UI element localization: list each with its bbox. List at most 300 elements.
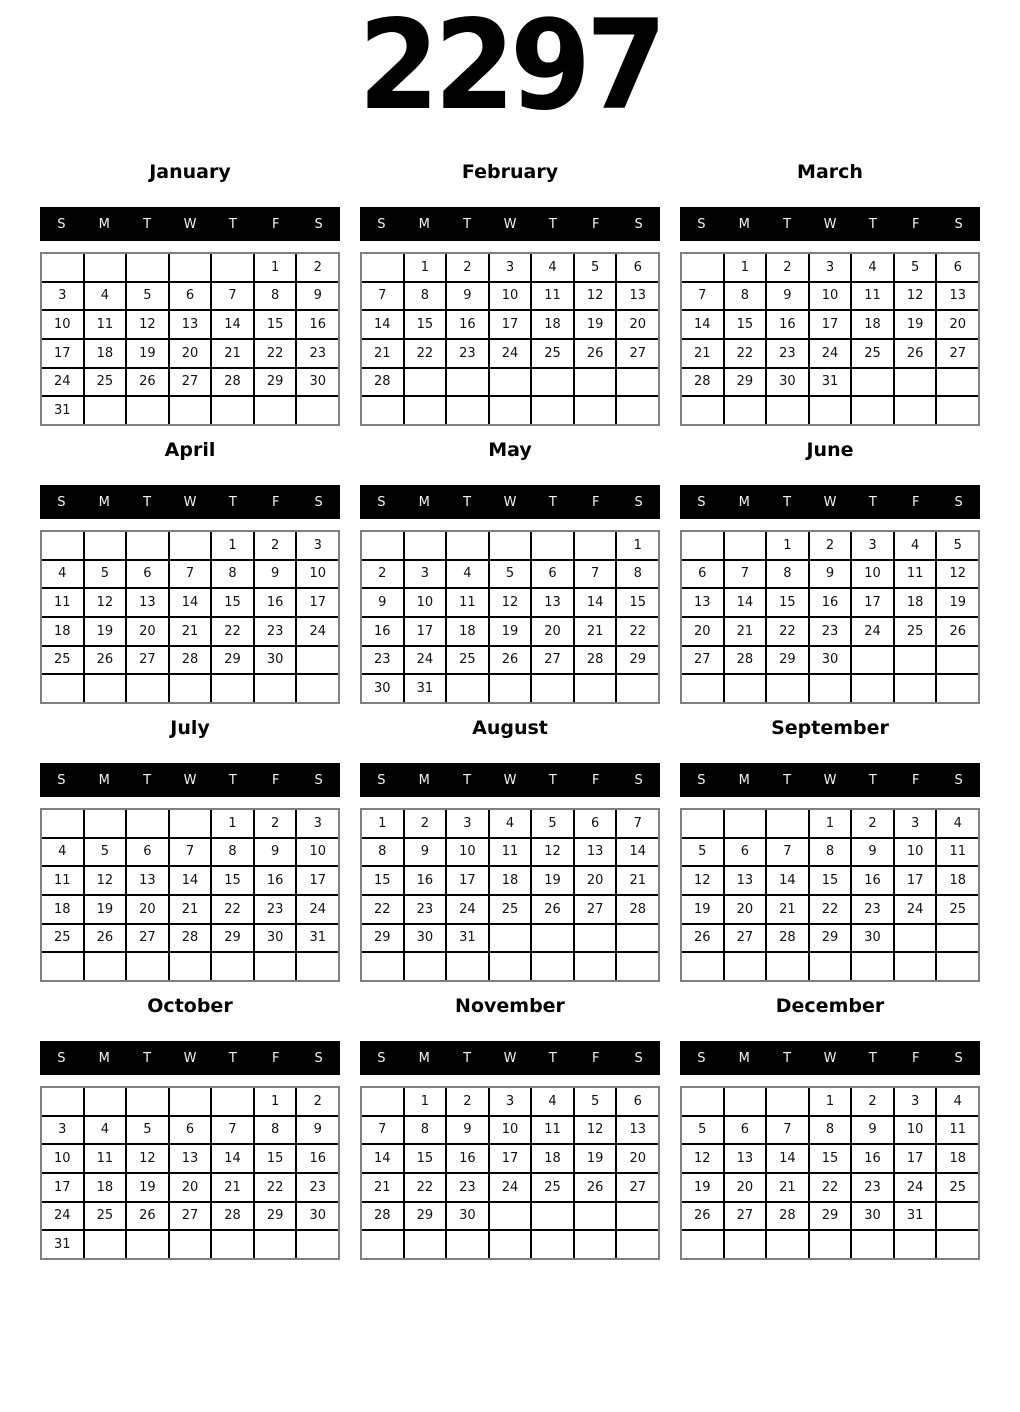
day-cell: 10 (810, 283, 851, 310)
day-cell: 22 (362, 896, 403, 923)
month-title: June (806, 439, 854, 461)
day-cell-empty (490, 369, 531, 396)
day-cell: 21 (170, 618, 211, 645)
day-grid (680, 808, 980, 982)
day-cell: 29 (810, 925, 851, 952)
day-cell: 21 (682, 340, 723, 367)
weekday-label: M (418, 772, 430, 788)
day-cell: 27 (682, 647, 723, 674)
day-cell-empty (895, 397, 936, 424)
day-cell: 2 (767, 254, 808, 281)
weekday-label: T (548, 494, 557, 510)
day-cell-empty (170, 675, 211, 702)
month-title: January (149, 161, 231, 183)
month-block-march (680, 160, 980, 430)
day-cell-empty (127, 397, 168, 424)
day-cell: 22 (810, 1174, 851, 1201)
day-cell-empty (810, 675, 851, 702)
day-cell-empty (42, 532, 83, 559)
month-title: May (488, 439, 532, 461)
day-cell: 20 (127, 896, 168, 923)
day-cell: 16 (255, 589, 296, 616)
month-title: October (147, 995, 233, 1017)
day-cell: 3 (810, 254, 851, 281)
weekday-label: S (377, 494, 386, 510)
day-cell-empty (532, 532, 573, 559)
day-cell: 4 (447, 561, 488, 588)
month-block-august (360, 716, 660, 986)
day-cell: 3 (297, 810, 338, 837)
day-cell: 11 (532, 1117, 573, 1144)
day-cell: 9 (447, 283, 488, 310)
day-cell: 4 (852, 254, 893, 281)
day-cell: 30 (297, 1203, 338, 1230)
weekday-label: T (228, 1050, 237, 1066)
day-cell-empty (682, 1231, 723, 1258)
day-cell-empty (575, 369, 616, 396)
day-cell: 25 (42, 925, 83, 952)
weekday-header (360, 485, 660, 519)
day-cell: 18 (447, 618, 488, 645)
day-cell: 24 (42, 1203, 83, 1230)
day-cell-empty (297, 647, 338, 674)
month-title: April (164, 439, 216, 461)
day-cell: 24 (490, 1174, 531, 1201)
day-cell: 22 (255, 340, 296, 367)
weekday-label: T (548, 1050, 557, 1066)
day-cell: 17 (895, 1145, 936, 1172)
day-cell: 5 (682, 839, 723, 866)
day-cell-empty (767, 675, 808, 702)
day-cell: 11 (85, 311, 126, 338)
day-cell: 10 (852, 561, 893, 588)
day-cell: 6 (682, 561, 723, 588)
weekday-label: F (591, 494, 600, 510)
weekday-header (40, 485, 340, 519)
month-block-june (680, 438, 980, 708)
year-title: 2297 (358, 0, 662, 138)
day-cell: 7 (170, 561, 211, 588)
weekday-label: M (98, 216, 110, 232)
day-cell-empty (895, 675, 936, 702)
day-cell: 13 (170, 311, 211, 338)
day-cell-empty (725, 1231, 766, 1258)
weekday-label: S (697, 1050, 706, 1066)
day-cell: 11 (852, 283, 893, 310)
day-cell-empty (682, 397, 723, 424)
day-cell: 2 (297, 1088, 338, 1115)
day-cell: 5 (85, 839, 126, 866)
day-cell-empty (362, 532, 403, 559)
day-cell: 2 (255, 810, 296, 837)
weekday-label: T (783, 1050, 792, 1066)
day-cell: 5 (895, 254, 936, 281)
day-cell: 7 (617, 810, 658, 837)
weekday-label: S (314, 216, 323, 232)
month-block-july (40, 716, 340, 986)
day-cell: 13 (170, 1145, 211, 1172)
day-cell: 26 (937, 618, 978, 645)
weekday-header (40, 763, 340, 797)
day-cell: 7 (575, 561, 616, 588)
day-cell: 1 (725, 254, 766, 281)
day-cell-empty (170, 953, 211, 980)
day-cell-empty (895, 925, 936, 952)
day-cell: 22 (767, 618, 808, 645)
day-cell: 7 (212, 1117, 253, 1144)
day-cell: 23 (810, 618, 851, 645)
day-cell-empty (127, 532, 168, 559)
day-cell: 3 (405, 561, 446, 588)
day-cell-empty (767, 810, 808, 837)
day-cell: 13 (937, 283, 978, 310)
day-cell: 15 (405, 311, 446, 338)
weekday-label: W (503, 494, 517, 510)
day-cell-empty (725, 397, 766, 424)
day-cell: 29 (255, 1203, 296, 1230)
day-cell: 25 (895, 618, 936, 645)
day-cell: 14 (212, 1145, 253, 1172)
day-cell: 6 (532, 561, 573, 588)
day-cell: 17 (447, 867, 488, 894)
day-cell: 27 (725, 925, 766, 952)
day-cell: 26 (575, 340, 616, 367)
weekday-label: S (57, 216, 66, 232)
day-cell-empty (852, 397, 893, 424)
day-cell: 11 (42, 867, 83, 894)
day-cell: 7 (682, 283, 723, 310)
day-cell: 11 (532, 283, 573, 310)
day-cell: 23 (297, 1174, 338, 1201)
day-cell: 27 (532, 647, 573, 674)
day-cell-empty (725, 532, 766, 559)
day-cell: 12 (937, 561, 978, 588)
day-cell-empty (127, 1088, 168, 1115)
weekday-label: T (783, 772, 792, 788)
day-cell: 3 (895, 810, 936, 837)
day-cell: 30 (447, 1203, 488, 1230)
month-title: September (771, 717, 889, 739)
day-cell-empty (617, 1231, 658, 1258)
day-cell: 13 (725, 1145, 766, 1172)
day-cell: 16 (447, 311, 488, 338)
weekday-label: S (634, 1050, 643, 1066)
day-cell: 5 (85, 561, 126, 588)
day-cell: 27 (617, 340, 658, 367)
day-grid (360, 530, 660, 704)
day-cell-empty (532, 397, 573, 424)
day-cell: 1 (212, 532, 253, 559)
weekday-label: W (823, 494, 837, 510)
day-cell-empty (255, 953, 296, 980)
day-cell: 18 (532, 1145, 573, 1172)
weekday-label: W (823, 772, 837, 788)
weekday-label: S (314, 494, 323, 510)
day-cell: 21 (617, 867, 658, 894)
day-cell: 14 (682, 311, 723, 338)
day-cell: 26 (682, 925, 723, 952)
day-cell-empty (447, 953, 488, 980)
weekday-label: S (634, 494, 643, 510)
weekday-label: T (463, 1050, 472, 1066)
weekday-label: T (548, 772, 557, 788)
day-cell: 28 (617, 896, 658, 923)
day-cell: 26 (127, 1203, 168, 1230)
day-cell: 4 (85, 283, 126, 310)
day-cell: 9 (767, 283, 808, 310)
day-cell: 19 (85, 618, 126, 645)
day-cell-empty (895, 369, 936, 396)
day-cell: 16 (810, 589, 851, 616)
day-cell-empty (937, 953, 978, 980)
day-cell-empty (170, 810, 211, 837)
day-cell: 8 (255, 283, 296, 310)
day-cell: 17 (852, 589, 893, 616)
day-cell: 14 (725, 589, 766, 616)
day-grid (360, 252, 660, 426)
day-cell: 5 (682, 1117, 723, 1144)
day-cell-empty (85, 1088, 126, 1115)
day-cell: 25 (937, 896, 978, 923)
day-cell: 29 (405, 1203, 446, 1230)
weekday-label: M (738, 772, 750, 788)
day-cell: 4 (895, 532, 936, 559)
month-title: August (472, 717, 548, 739)
day-cell-empty (255, 397, 296, 424)
weekday-label: M (418, 1050, 430, 1066)
day-cell-empty (767, 397, 808, 424)
day-cell: 12 (895, 283, 936, 310)
weekday-label: S (697, 772, 706, 788)
day-cell-empty (170, 532, 211, 559)
day-cell: 6 (170, 1117, 211, 1144)
day-cell: 18 (532, 311, 573, 338)
day-cell-empty (937, 1231, 978, 1258)
day-cell: 1 (405, 1088, 446, 1115)
day-cell: 17 (297, 589, 338, 616)
day-cell: 12 (682, 867, 723, 894)
weekday-label: T (143, 216, 152, 232)
day-cell: 9 (852, 839, 893, 866)
day-cell-empty (725, 810, 766, 837)
day-cell: 9 (255, 561, 296, 588)
day-cell: 10 (297, 839, 338, 866)
day-cell-empty (532, 1203, 573, 1230)
day-cell-empty (362, 1088, 403, 1115)
day-cell: 21 (170, 896, 211, 923)
day-cell: 9 (447, 1117, 488, 1144)
day-cell-empty (490, 397, 531, 424)
day-cell-empty (255, 1231, 296, 1258)
day-cell: 18 (895, 589, 936, 616)
day-cell-empty (170, 1231, 211, 1258)
day-cell-empty (682, 953, 723, 980)
day-cell: 4 (85, 1117, 126, 1144)
day-cell: 10 (490, 283, 531, 310)
weekday-label: S (634, 772, 643, 788)
day-cell-empty (617, 953, 658, 980)
day-cell: 20 (170, 340, 211, 367)
day-cell: 5 (127, 283, 168, 310)
day-cell: 27 (170, 1203, 211, 1230)
day-cell-empty (852, 953, 893, 980)
day-cell: 6 (127, 839, 168, 866)
day-cell-empty (852, 675, 893, 702)
weekday-label: M (738, 494, 750, 510)
day-cell: 3 (297, 532, 338, 559)
day-cell: 11 (895, 561, 936, 588)
day-cell: 20 (725, 896, 766, 923)
weekday-header (40, 207, 340, 241)
day-cell-empty (937, 925, 978, 952)
day-cell: 1 (255, 1088, 296, 1115)
day-cell: 20 (532, 618, 573, 645)
day-cell: 28 (767, 925, 808, 952)
weekday-label: T (143, 772, 152, 788)
weekday-label: W (823, 1050, 837, 1066)
day-cell: 28 (682, 369, 723, 396)
day-cell: 25 (85, 1203, 126, 1230)
day-cell: 24 (297, 896, 338, 923)
day-cell-empty (405, 1231, 446, 1258)
day-cell-empty (682, 532, 723, 559)
weekday-label: S (377, 216, 386, 232)
day-cell: 31 (810, 369, 851, 396)
day-cell: 25 (85, 369, 126, 396)
day-cell: 12 (575, 1117, 616, 1144)
day-cell: 14 (617, 839, 658, 866)
weekday-label: S (954, 216, 963, 232)
day-cell: 23 (852, 1174, 893, 1201)
day-cell: 4 (490, 810, 531, 837)
day-cell-empty (617, 925, 658, 952)
day-cell: 14 (767, 867, 808, 894)
day-cell: 4 (532, 1088, 573, 1115)
weekday-label: W (503, 216, 517, 232)
day-cell: 15 (362, 867, 403, 894)
day-cell: 6 (127, 561, 168, 588)
day-cell: 29 (362, 925, 403, 952)
day-cell-empty (362, 1231, 403, 1258)
day-cell-empty (85, 532, 126, 559)
day-cell: 6 (617, 1088, 658, 1115)
day-cell-empty (170, 254, 211, 281)
day-cell-empty (575, 1231, 616, 1258)
weekday-label: T (463, 494, 472, 510)
day-cell: 4 (42, 561, 83, 588)
day-cell: 8 (212, 561, 253, 588)
day-cell: 13 (617, 1117, 658, 1144)
weekday-label: W (823, 216, 837, 232)
day-grid (40, 252, 340, 426)
day-cell: 18 (85, 340, 126, 367)
day-cell: 15 (725, 311, 766, 338)
weekday-label: T (463, 216, 472, 232)
day-cell: 26 (85, 647, 126, 674)
day-cell: 7 (362, 1117, 403, 1144)
day-cell-empty (575, 397, 616, 424)
day-cell: 17 (297, 867, 338, 894)
day-cell: 14 (212, 311, 253, 338)
day-cell: 24 (297, 618, 338, 645)
day-cell: 26 (895, 340, 936, 367)
day-cell: 18 (85, 1174, 126, 1201)
day-cell-empty (85, 254, 126, 281)
day-cell-empty (127, 953, 168, 980)
month-block-october (40, 994, 340, 1264)
day-cell: 19 (682, 896, 723, 923)
day-cell: 13 (575, 839, 616, 866)
day-cell: 25 (532, 340, 573, 367)
day-cell: 1 (212, 810, 253, 837)
day-cell: 21 (362, 340, 403, 367)
day-cell-empty (575, 1203, 616, 1230)
weekday-label: W (503, 1050, 517, 1066)
day-cell: 17 (810, 311, 851, 338)
weekday-label: F (591, 1050, 600, 1066)
weekday-label: M (98, 494, 110, 510)
day-cell: 7 (212, 283, 253, 310)
day-cell: 10 (447, 839, 488, 866)
day-cell: 19 (127, 340, 168, 367)
day-cell-empty (405, 532, 446, 559)
weekday-label: F (911, 494, 920, 510)
day-cell-empty (297, 675, 338, 702)
day-cell: 23 (852, 896, 893, 923)
day-cell: 15 (212, 589, 253, 616)
day-cell: 5 (490, 561, 531, 588)
day-cell: 20 (170, 1174, 211, 1201)
weekday-label: F (911, 772, 920, 788)
day-cell: 26 (490, 647, 531, 674)
day-cell: 2 (447, 1088, 488, 1115)
day-cell: 5 (937, 532, 978, 559)
day-cell: 2 (447, 254, 488, 281)
day-cell-empty (85, 810, 126, 837)
day-cell: 14 (170, 867, 211, 894)
day-cell: 24 (895, 896, 936, 923)
day-cell-empty (895, 1231, 936, 1258)
weekday-label: S (954, 494, 963, 510)
day-cell-empty (212, 1231, 253, 1258)
day-cell: 9 (297, 1117, 338, 1144)
day-cell: 3 (490, 1088, 531, 1115)
day-cell: 23 (405, 896, 446, 923)
day-cell-empty (617, 675, 658, 702)
weekday-label: F (271, 1050, 280, 1066)
day-cell: 20 (937, 311, 978, 338)
weekday-label: T (868, 1050, 877, 1066)
day-cell-empty (42, 254, 83, 281)
day-cell: 24 (42, 369, 83, 396)
day-grid (360, 1086, 660, 1260)
day-cell-empty (42, 675, 83, 702)
day-cell: 28 (212, 1203, 253, 1230)
weekday-label: S (57, 1050, 66, 1066)
day-cell: 6 (617, 254, 658, 281)
day-cell: 6 (575, 810, 616, 837)
day-cell: 11 (85, 1145, 126, 1172)
day-cell-empty (810, 953, 851, 980)
day-cell: 29 (810, 1203, 851, 1230)
day-cell: 22 (212, 896, 253, 923)
day-cell: 11 (937, 1117, 978, 1144)
day-grid (680, 1086, 980, 1260)
day-cell: 25 (852, 340, 893, 367)
day-cell: 2 (852, 810, 893, 837)
day-cell-empty (682, 1088, 723, 1115)
day-cell: 29 (617, 647, 658, 674)
